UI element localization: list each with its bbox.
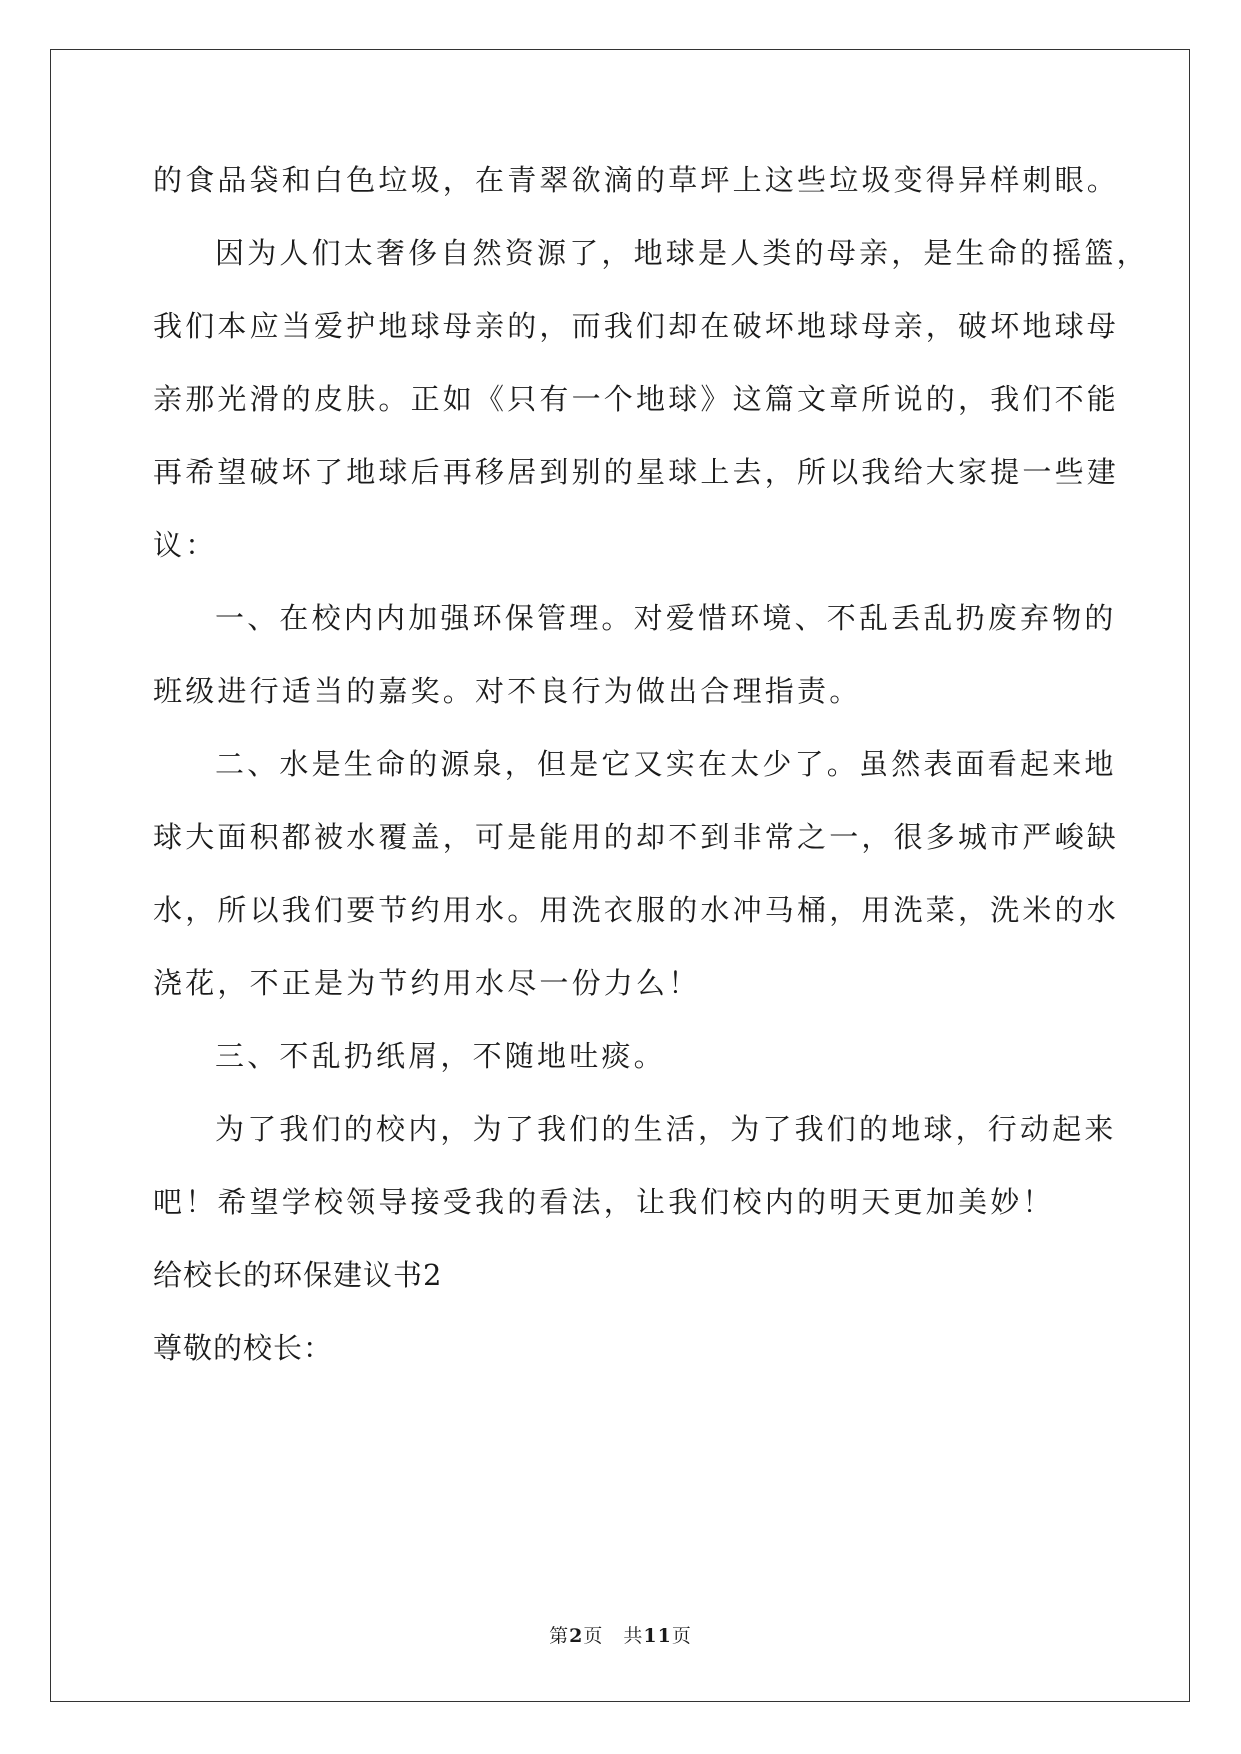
text-line: 球大面积都被水覆盖，可是能用的却不到非常之一，很多城市严峻缺 — [153, 820, 1120, 854]
paragraph-line: 一、在校内内加强环保管理。对爱惜环境、不乱丢乱扔废弃物的 — [215, 601, 1117, 635]
paragraph-line: 因为人们太奢侈自然资源了，地球是人类的母亲，是生命的摇篮， — [215, 236, 1149, 270]
footer-suffix: 页 — [671, 1625, 692, 1647]
salutation: 尊敬的校长： — [153, 1331, 334, 1365]
text-line: 我们本应当爱护地球母亲的，而我们却在破坏地球母亲，破坏地球母 — [153, 309, 1120, 343]
paragraph-line: 为了我们的校内，为了我们的生活，为了我们的地球，行动起来 — [215, 1112, 1117, 1146]
page-footer — [0, 1624, 1241, 1648]
text-line: 亲那光滑的皮肤。正如《只有一个地球》这篇文章所说的，我们不能 — [153, 382, 1120, 416]
text-line: 的食品袋和白色垃圾，在青翠欲滴的草坪上这些垃圾变得异样刺眼。 — [153, 163, 1120, 197]
text-line: 浇花，不正是为节约用水尽一份力么！ — [153, 966, 701, 1000]
footer-prefix: 第 — [549, 1625, 570, 1647]
footer-mid: 页 共 — [583, 1625, 644, 1647]
paragraph-line: 二、水是生命的源泉，但是它又实在太少了。虽然表面看起来地 — [215, 747, 1117, 781]
text-line: 水，所以我们要节约用水。用洗衣服的水冲马桶，用洗菜，洗米的水 — [153, 893, 1120, 927]
total-page-count: 11 — [643, 1625, 672, 1647]
text-line: 再希望破坏了地球后再移居到别的星球上去，所以我给大家提一些建 — [153, 455, 1120, 489]
page-frame — [50, 49, 1190, 1702]
text-line: 吧！希望学校领导接受我的看法，让我们校内的明天更加美妙！ — [153, 1185, 1055, 1219]
paragraph-line: 三、不乱扔纸屑，不随地吐痰。 — [215, 1039, 666, 1073]
text-line: 议： — [153, 528, 218, 562]
section-heading: 给校长的环保建议书2 — [153, 1258, 443, 1292]
current-page-number: 2 — [569, 1625, 584, 1647]
text-line: 班级进行适当的嘉奖。对不良行为做出合理指责。 — [153, 674, 862, 708]
